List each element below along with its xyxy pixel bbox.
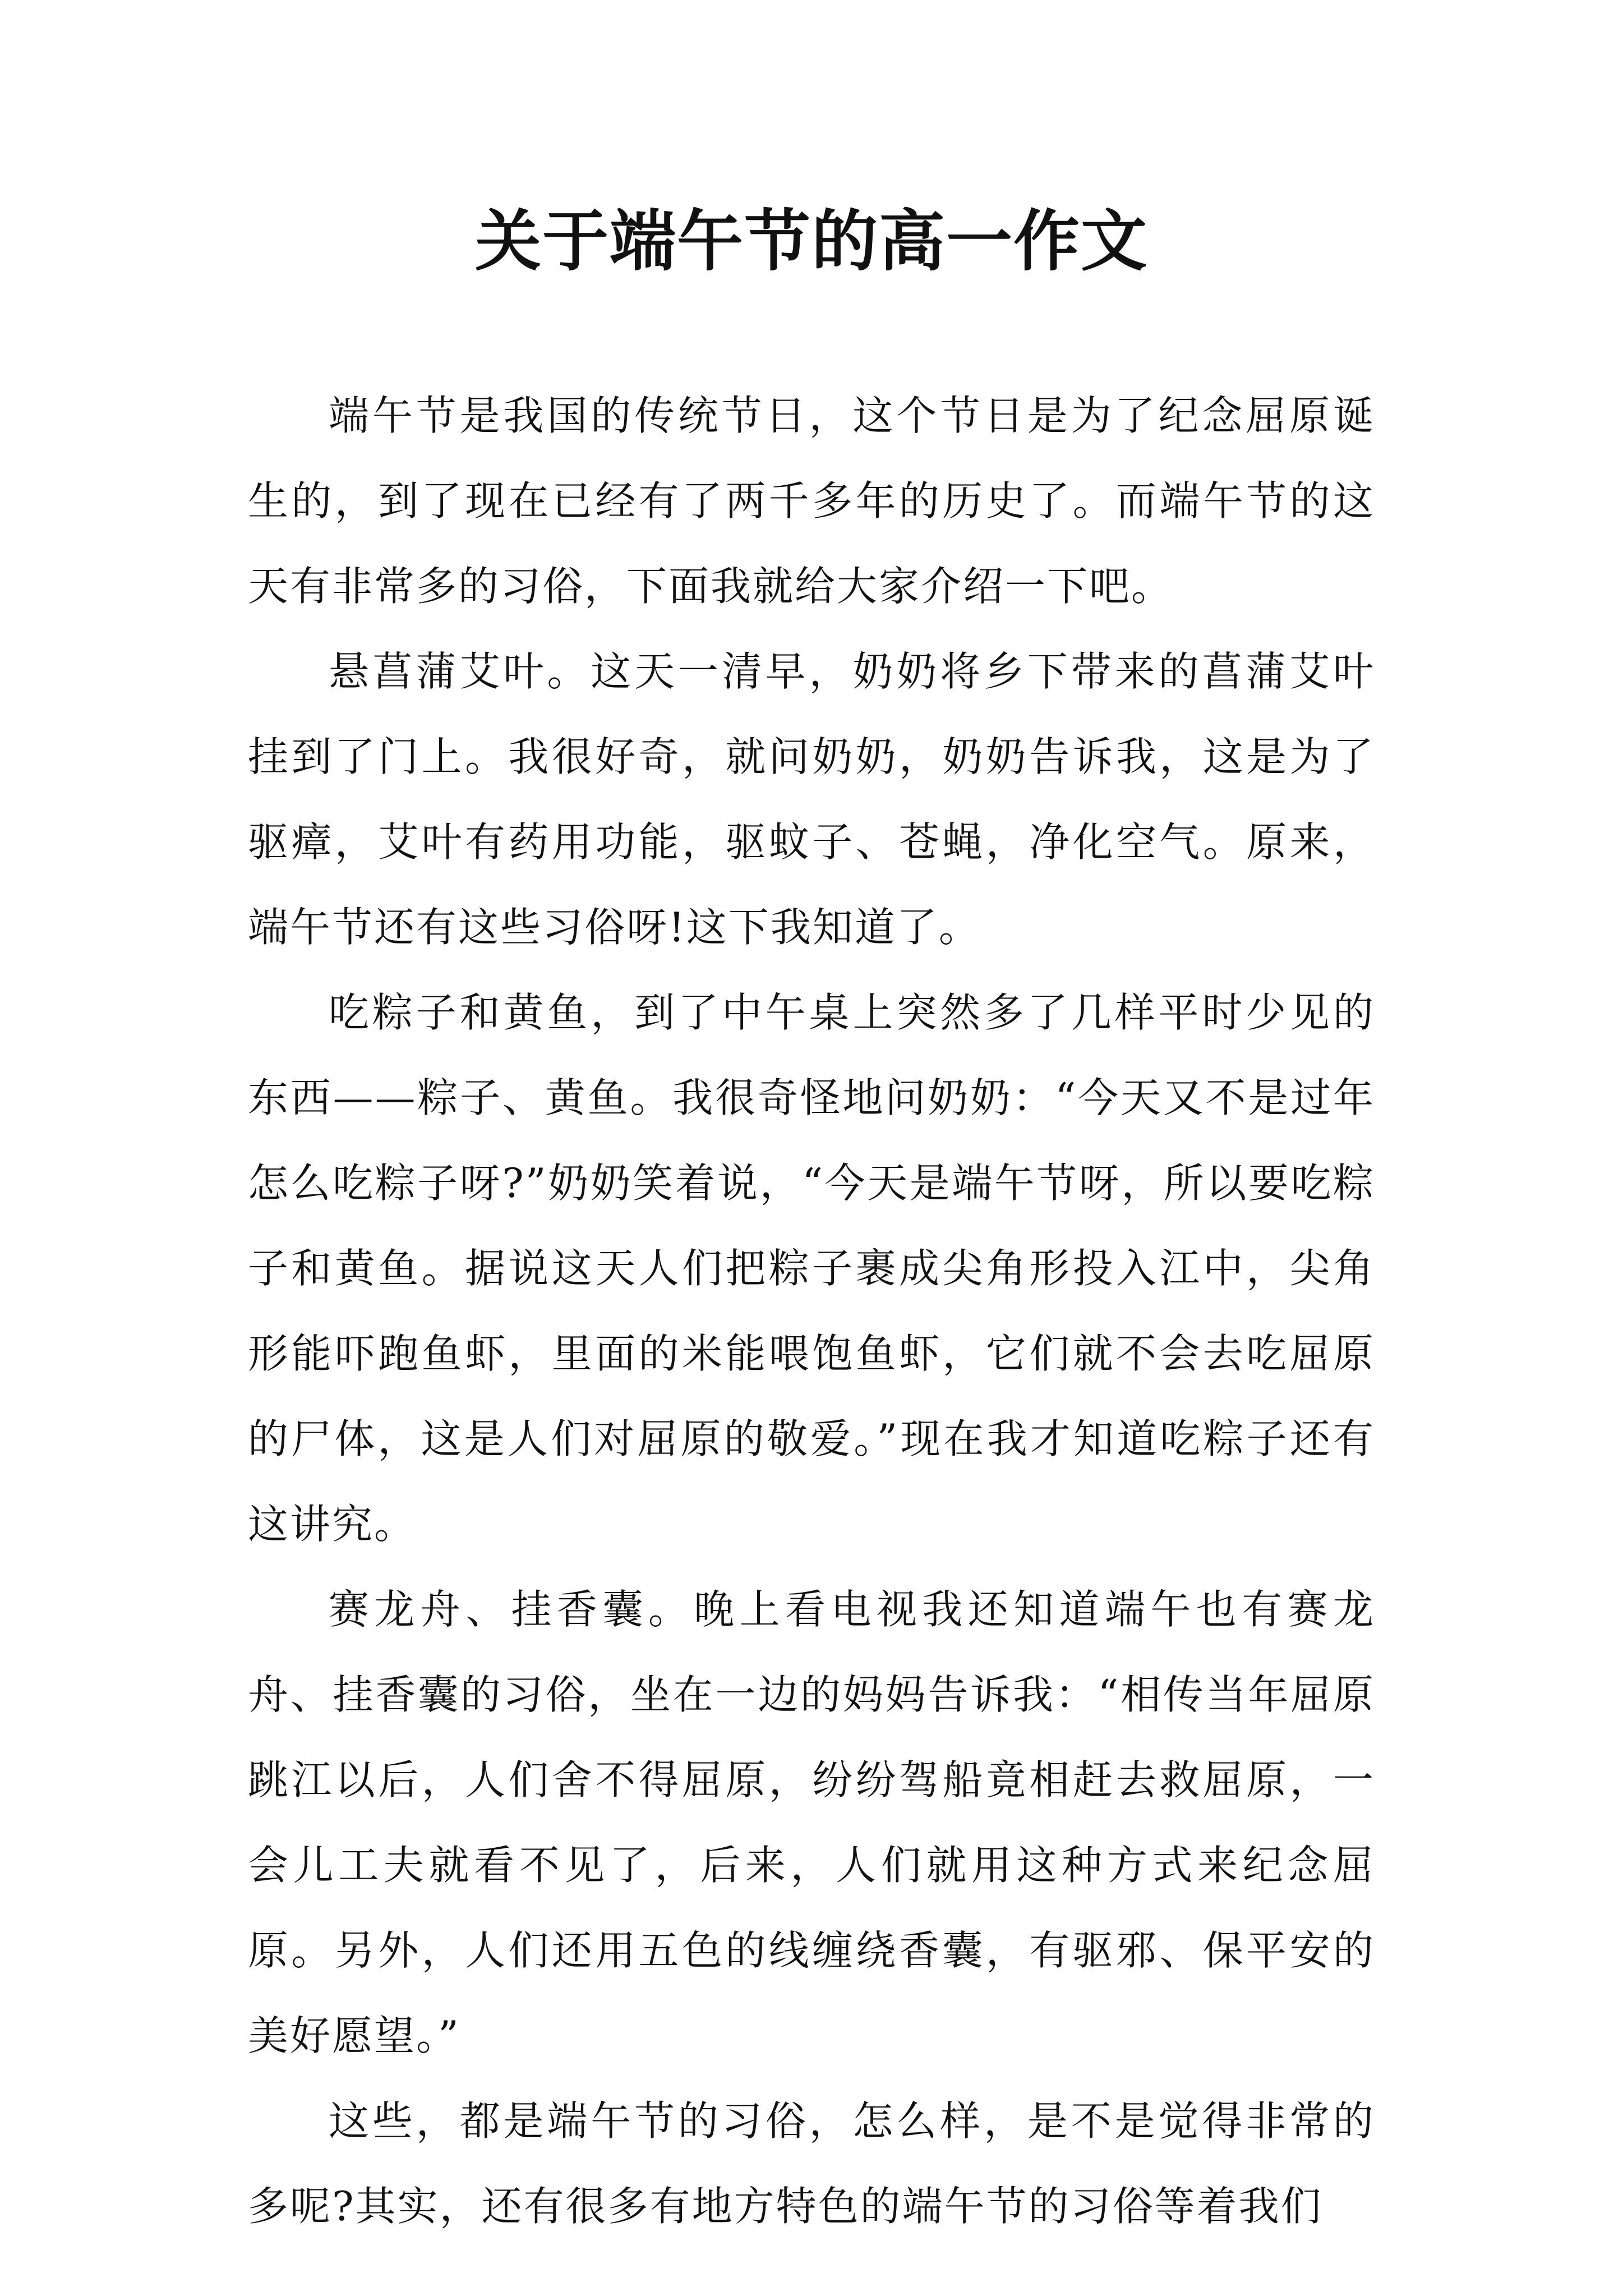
document-body: [248, 373, 1375, 2249]
paragraph: 端午节是我国的传统节日，这个节日是为了纪念屈原诞生的，到了现在已经有了两千多年的历史了。而端午节的这天有非常多的习俗，下面我就给大家介绍一下吧。: [248, 392, 1375, 610]
document-title: 关于端午节的高一作文: [474, 202, 1148, 280]
paragraph: 吃粽子和黄鱼，到了中午桌上突然多了几样平时少见的东西——粽子、黄鱼。我很奇怪地问奶奶：“今天又不是过年怎么吃粽子呀?”奶奶笑着说，“今天是端午节呀，所以要吃粽子和黄鱼。据说这天人们把粽子裹成尖角形投入江中，尖角形能吓跑鱼虾，里面的米能喂饱鱼虾，它们就不会去吃屈原的尸体，这是人们对屈原的敬爱。”现在我才知道吃粽子还有这讲究。: [248, 989, 1375, 1548]
paragraph: 悬菖蒲艾叶。这天一清早，奶奶将乡下带来的菖蒲艾叶挂到了门上。我很好奇，就问奶奶，奶奶告诉我，这是为了驱瘴，艾叶有药用功能，驱蚊子、苍蝇，净化空气。原来，端午节还有这些习俗呀!这下我知道了。: [248, 648, 1375, 951]
paragraph: 这些，都是端午节的习俗，怎么样，是不是觉得非常的多呢?其实，还有很多有地方特色的端午节的习俗等着我们: [248, 2097, 1375, 2230]
paragraph: 赛龙舟、挂香囊。晚上看电视我还知道端午也有赛龙舟、挂香囊的习俗，坐在一边的妈妈告诉我：“相传当年屈原跳江以后，人们舍不得屈原，纷纷驾船竟相赶去救屈原，一会儿工夫就看不见了，后来，人们就用这种方式来纪念屈原。另外，人们还用五色的线缠绕香囊，有驱邪、保平安的美好愿望。”: [248, 1586, 1375, 2059]
